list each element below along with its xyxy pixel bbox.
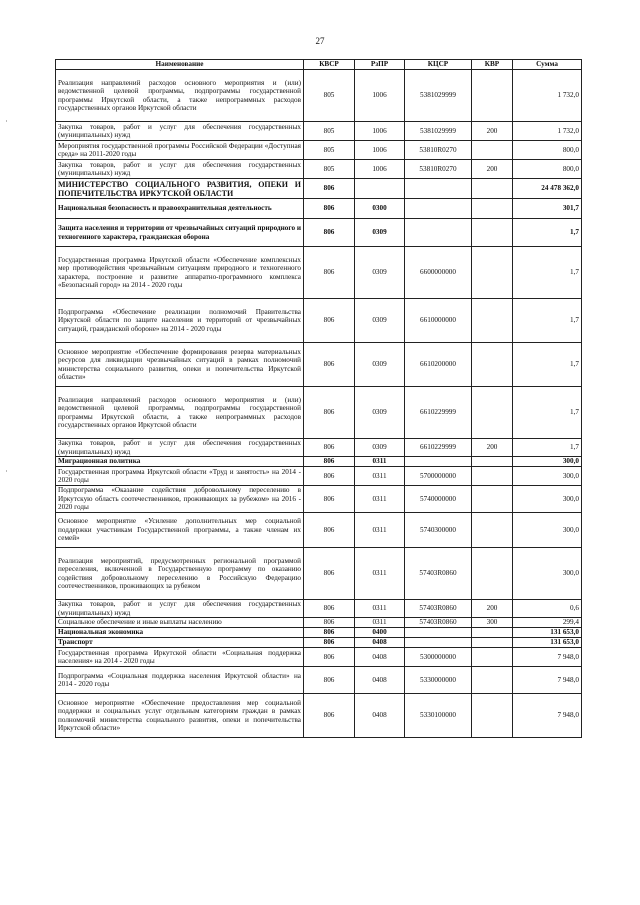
cell-rzpr: 0408 xyxy=(355,667,405,694)
cell-rzpr: 0408 xyxy=(355,638,405,648)
cell-kcsr xyxy=(405,457,472,467)
table-row xyxy=(56,299,582,343)
cell-rzpr: 0300 xyxy=(355,199,405,219)
cell-kcsr: 5381029999 xyxy=(405,122,472,141)
cell-kvsr: 806 xyxy=(304,694,355,738)
cell-name: Основное мероприятие «Усиление дополнительных мер социальной поддержки участникам Государственной программы, а также членам их семей» xyxy=(56,513,304,548)
cell-kvr xyxy=(472,70,513,122)
cell-name: Реализация мероприятий, предусмотренных региональной программой переселения, включенной в Государственную программу по оказанию содействия добровольному переселению в Российскую Федерацию соотечественников, проживающих за рубежом xyxy=(56,548,304,600)
cell-kvsr: 806 xyxy=(304,457,355,467)
cell-name: Основное мероприятие «Обеспечение формирования резерва материальных ресурсов для ликвидации чрезвычайных ситуаций в рамках полномочий министерства социального развития, опеки и попечительства Иркутской области» xyxy=(56,343,304,387)
cell-name: Национальная безопасность и правоохранительная деятельность xyxy=(56,199,304,219)
cell-sum: 800,0 xyxy=(513,160,582,179)
cell-kvr xyxy=(472,199,513,219)
header-kvr: КВР xyxy=(472,60,513,70)
cell-kvsr: 806 xyxy=(304,618,355,628)
cell-sum: 131 653,0 xyxy=(513,628,582,638)
table-row xyxy=(56,486,582,513)
cell-kcsr xyxy=(405,628,472,638)
cell-kvsr: 806 xyxy=(304,387,355,439)
cell-rzpr: 0311 xyxy=(355,513,405,548)
cell-kvsr: 806 xyxy=(304,600,355,618)
cell-rzpr: 0311 xyxy=(355,618,405,628)
cell-kvsr: 806 xyxy=(304,343,355,387)
cell-kvr xyxy=(472,638,513,648)
cell-kcsr: 6610229999 xyxy=(405,439,472,457)
cell-kvr: 200 xyxy=(472,600,513,618)
cell-name: Подпрограмма «Оказание содействия добровольному переселению в Иркутскую область соотечественников, проживающих за рубежом» на 2016 - 2020 годы xyxy=(56,486,304,513)
cell-sum: 300,0 xyxy=(513,513,582,548)
cell-kcsr: 53810R0270 xyxy=(405,160,472,179)
cell-rzpr: 0309 xyxy=(355,387,405,439)
cell-sum: 7 948,0 xyxy=(513,694,582,738)
scan-margin-mark xyxy=(6,120,7,122)
cell-name: Закупка товаров, работ и услуг для обеспечения государственных (муниципальных) нужд xyxy=(56,160,304,179)
cell-kcsr: 6610000000 xyxy=(405,299,472,343)
cell-kcsr: 5330100000 xyxy=(405,694,472,738)
cell-rzpr: 0311 xyxy=(355,600,405,618)
cell-sum: 1,7 xyxy=(513,219,582,247)
table-row xyxy=(56,694,582,738)
cell-rzpr: 0309 xyxy=(355,299,405,343)
cell-rzpr: 0311 xyxy=(355,457,405,467)
header-rzpr: РзПР xyxy=(355,60,405,70)
table-row xyxy=(56,122,582,141)
cell-sum: 0,6 xyxy=(513,600,582,618)
cell-kvsr: 806 xyxy=(304,179,355,199)
cell-kvr xyxy=(472,219,513,247)
table-row xyxy=(56,548,582,600)
cell-name: Государственная программа Иркутской области «Социальная поддержка населения» на 2014 - 2020 годы xyxy=(56,648,304,667)
cell-kcsr xyxy=(405,219,472,247)
cell-kvsr: 806 xyxy=(304,667,355,694)
cell-kvr xyxy=(472,343,513,387)
cell-sum: 299,4 xyxy=(513,618,582,628)
cell-kvr: 200 xyxy=(472,122,513,141)
cell-name: Социальное обеспечение и иные выплаты населению xyxy=(56,618,304,628)
header-kvsr: КВСР xyxy=(304,60,355,70)
cell-kcsr: 5700000000 xyxy=(405,467,472,486)
table-row xyxy=(56,457,582,467)
cell-kcsr: 5740000000 xyxy=(405,486,472,513)
cell-kvr: 300 xyxy=(472,618,513,628)
cell-rzpr: 0408 xyxy=(355,648,405,667)
cell-kvr xyxy=(472,467,513,486)
cell-kcsr: 6610200000 xyxy=(405,343,472,387)
cell-name: Закупка товаров, работ и услуг для обеспечения государственных (муниципальных) нужд xyxy=(56,600,304,618)
cell-name: Государственная программа Иркутской области «Труд и занятость» на 2014 - 2020 годы xyxy=(56,467,304,486)
table-row xyxy=(56,618,582,628)
table-body xyxy=(56,70,582,738)
table-row xyxy=(56,219,582,247)
table-row xyxy=(56,343,582,387)
cell-kcsr: 6610229999 xyxy=(405,387,472,439)
cell-kvr xyxy=(472,299,513,343)
table-row xyxy=(56,70,582,122)
cell-sum: 131 653,0 xyxy=(513,638,582,648)
table-row xyxy=(56,160,582,179)
cell-sum: 1,7 xyxy=(513,439,582,457)
cell-name: Закупка товаров, работ и услуг для обеспечения государственных (муниципальных) нужд xyxy=(56,122,304,141)
cell-kcsr: 5740300000 xyxy=(405,513,472,548)
cell-kvsr: 806 xyxy=(304,247,355,299)
cell-kvsr: 806 xyxy=(304,548,355,600)
cell-kvr xyxy=(472,648,513,667)
cell-sum: 300,0 xyxy=(513,548,582,600)
cell-name: Основное мероприятие «Обеспечение предоставления мер социальной поддержки и социальных услуг отдельным категориям граждан в рамках полномочий министерства социального развития, опеки и попечительства Иркутской области» xyxy=(56,694,304,738)
cell-rzpr: 1006 xyxy=(355,160,405,179)
cell-kvsr: 806 xyxy=(304,219,355,247)
cell-kvr xyxy=(472,457,513,467)
cell-sum: 800,0 xyxy=(513,141,582,160)
cell-kvsr: 805 xyxy=(304,122,355,141)
cell-kvsr: 806 xyxy=(304,467,355,486)
cell-kvsr: 805 xyxy=(304,160,355,179)
cell-kvsr: 806 xyxy=(304,638,355,648)
cell-rzpr: 0311 xyxy=(355,548,405,600)
table-row xyxy=(56,387,582,439)
cell-sum: 7 948,0 xyxy=(513,648,582,667)
table-row xyxy=(56,179,582,199)
budget-table xyxy=(55,59,582,738)
cell-sum: 1,7 xyxy=(513,343,582,387)
scan-margin-mark xyxy=(6,470,7,472)
cell-sum: 1,7 xyxy=(513,247,582,299)
cell-sum: 1,7 xyxy=(513,299,582,343)
cell-kcsr: 57403R0860 xyxy=(405,548,472,600)
cell-kcsr: 53810R0270 xyxy=(405,141,472,160)
table-row xyxy=(56,199,582,219)
table-row xyxy=(56,628,582,638)
cell-sum: 1 732,0 xyxy=(513,70,582,122)
cell-kcsr: 5300000000 xyxy=(405,648,472,667)
cell-rzpr: 0400 xyxy=(355,628,405,638)
table-row xyxy=(56,513,582,548)
table-header-row xyxy=(56,60,582,70)
cell-kcsr: 6600000000 xyxy=(405,247,472,299)
header-kcsr: КЦСР xyxy=(405,60,472,70)
cell-kvr xyxy=(472,387,513,439)
table-row xyxy=(56,648,582,667)
table-row xyxy=(56,141,582,160)
cell-name: МИНИСТЕРСТВО СОЦИАЛЬНОГО РАЗВИТИЯ, ОПЕКИ И ПОПЕЧИТЕЛЬСТВА ИРКУТСКОЙ ОБЛАСТИ xyxy=(56,179,304,199)
cell-name: Подпрограмма «Социальная поддержка населения Иркутской области» на 2014 - 2020 годы xyxy=(56,667,304,694)
cell-name: Реализация направлений расходов основного мероприятия и (или) ведомственной целевой программы, подпрограммы государственной программы Иркутской области, а также непрограммных расходов государственных органов Иркутской области xyxy=(56,70,304,122)
cell-name: Закупка товаров, работ и услуг для обеспечения государственных (муниципальных) нужд xyxy=(56,439,304,457)
cell-rzpr xyxy=(355,179,405,199)
cell-kvr xyxy=(472,548,513,600)
cell-kvr xyxy=(472,667,513,694)
cell-sum: 300,0 xyxy=(513,457,582,467)
cell-kvsr: 805 xyxy=(304,141,355,160)
header-sum: Сумма xyxy=(513,60,582,70)
cell-kvsr: 805 xyxy=(304,70,355,122)
cell-kcsr: 57403R0860 xyxy=(405,600,472,618)
cell-rzpr: 0309 xyxy=(355,247,405,299)
page-number: 27 xyxy=(315,36,325,46)
cell-kcsr xyxy=(405,199,472,219)
cell-kvsr: 806 xyxy=(304,199,355,219)
cell-name: Реализация направлений расходов основного мероприятия и (или) ведомственной целевой программы, подпрограммы государственной программы Иркутской области, а также непрограммных расходов государственных органов Иркутской области xyxy=(56,387,304,439)
cell-rzpr: 0309 xyxy=(355,219,405,247)
cell-sum: 24 478 362,0 xyxy=(513,179,582,199)
cell-sum: 7 948,0 xyxy=(513,667,582,694)
cell-name: Государственная программа Иркутской области «Обеспечение комплексных мер противодействия чрезвычайным ситуациям природного и техногенного характера, построение и развитие аппаратно-программного комплекса «Безопасный город» на 2014 - 2020 годы xyxy=(56,247,304,299)
cell-kcsr: 5330000000 xyxy=(405,667,472,694)
cell-sum: 301,7 xyxy=(513,199,582,219)
cell-kvr xyxy=(472,694,513,738)
cell-name: Подпрограмма «Обеспечение реализации полномочий Правительства Иркутской области по защите населения и территорий от чрезвычайных ситуаций, гражданской обороне» на 2014 - 2020 годы xyxy=(56,299,304,343)
cell-name: Защита населения и территории от чрезвычайных ситуаций природного и техногенного характера, гражданская оборона xyxy=(56,219,304,247)
cell-rzpr: 0309 xyxy=(355,439,405,457)
cell-kvsr: 806 xyxy=(304,299,355,343)
cell-sum: 1,7 xyxy=(513,387,582,439)
cell-kvr xyxy=(472,247,513,299)
table-row xyxy=(56,638,582,648)
table-row xyxy=(56,600,582,618)
cell-kvr xyxy=(472,513,513,548)
cell-kvr xyxy=(472,486,513,513)
cell-rzpr: 1006 xyxy=(355,141,405,160)
cell-kvr xyxy=(472,141,513,160)
cell-kvr xyxy=(472,179,513,199)
cell-kvsr: 806 xyxy=(304,648,355,667)
cell-sum: 1 732,0 xyxy=(513,122,582,141)
cell-kvr: 200 xyxy=(472,439,513,457)
cell-kvr: 200 xyxy=(472,160,513,179)
cell-kcsr xyxy=(405,638,472,648)
cell-name: Транспорт xyxy=(56,638,304,648)
table-row xyxy=(56,667,582,694)
cell-kvsr: 806 xyxy=(304,439,355,457)
cell-kcsr xyxy=(405,179,472,199)
cell-sum: 300,0 xyxy=(513,467,582,486)
table-row xyxy=(56,467,582,486)
cell-rzpr: 0408 xyxy=(355,694,405,738)
cell-sum: 300,0 xyxy=(513,486,582,513)
cell-rzpr: 1006 xyxy=(355,122,405,141)
cell-rzpr: 0311 xyxy=(355,467,405,486)
table-row xyxy=(56,439,582,457)
cell-name: Национальная экономика xyxy=(56,628,304,638)
cell-kcsr: 57403R0860 xyxy=(405,618,472,628)
table-row xyxy=(56,247,582,299)
cell-rzpr: 0309 xyxy=(355,343,405,387)
cell-kcsr: 5381029999 xyxy=(405,70,472,122)
cell-rzpr: 1006 xyxy=(355,70,405,122)
cell-kvsr: 806 xyxy=(304,513,355,548)
cell-kvr xyxy=(472,628,513,638)
cell-name: Миграционная политика xyxy=(56,457,304,467)
header-name: Наименование xyxy=(56,60,304,70)
cell-kvsr: 806 xyxy=(304,486,355,513)
cell-rzpr: 0311 xyxy=(355,486,405,513)
cell-kvsr: 806 xyxy=(304,628,355,638)
cell-name: Мероприятия государственной программы Российской Федерации «Доступная среда» на 2011-2020 годы xyxy=(56,141,304,160)
